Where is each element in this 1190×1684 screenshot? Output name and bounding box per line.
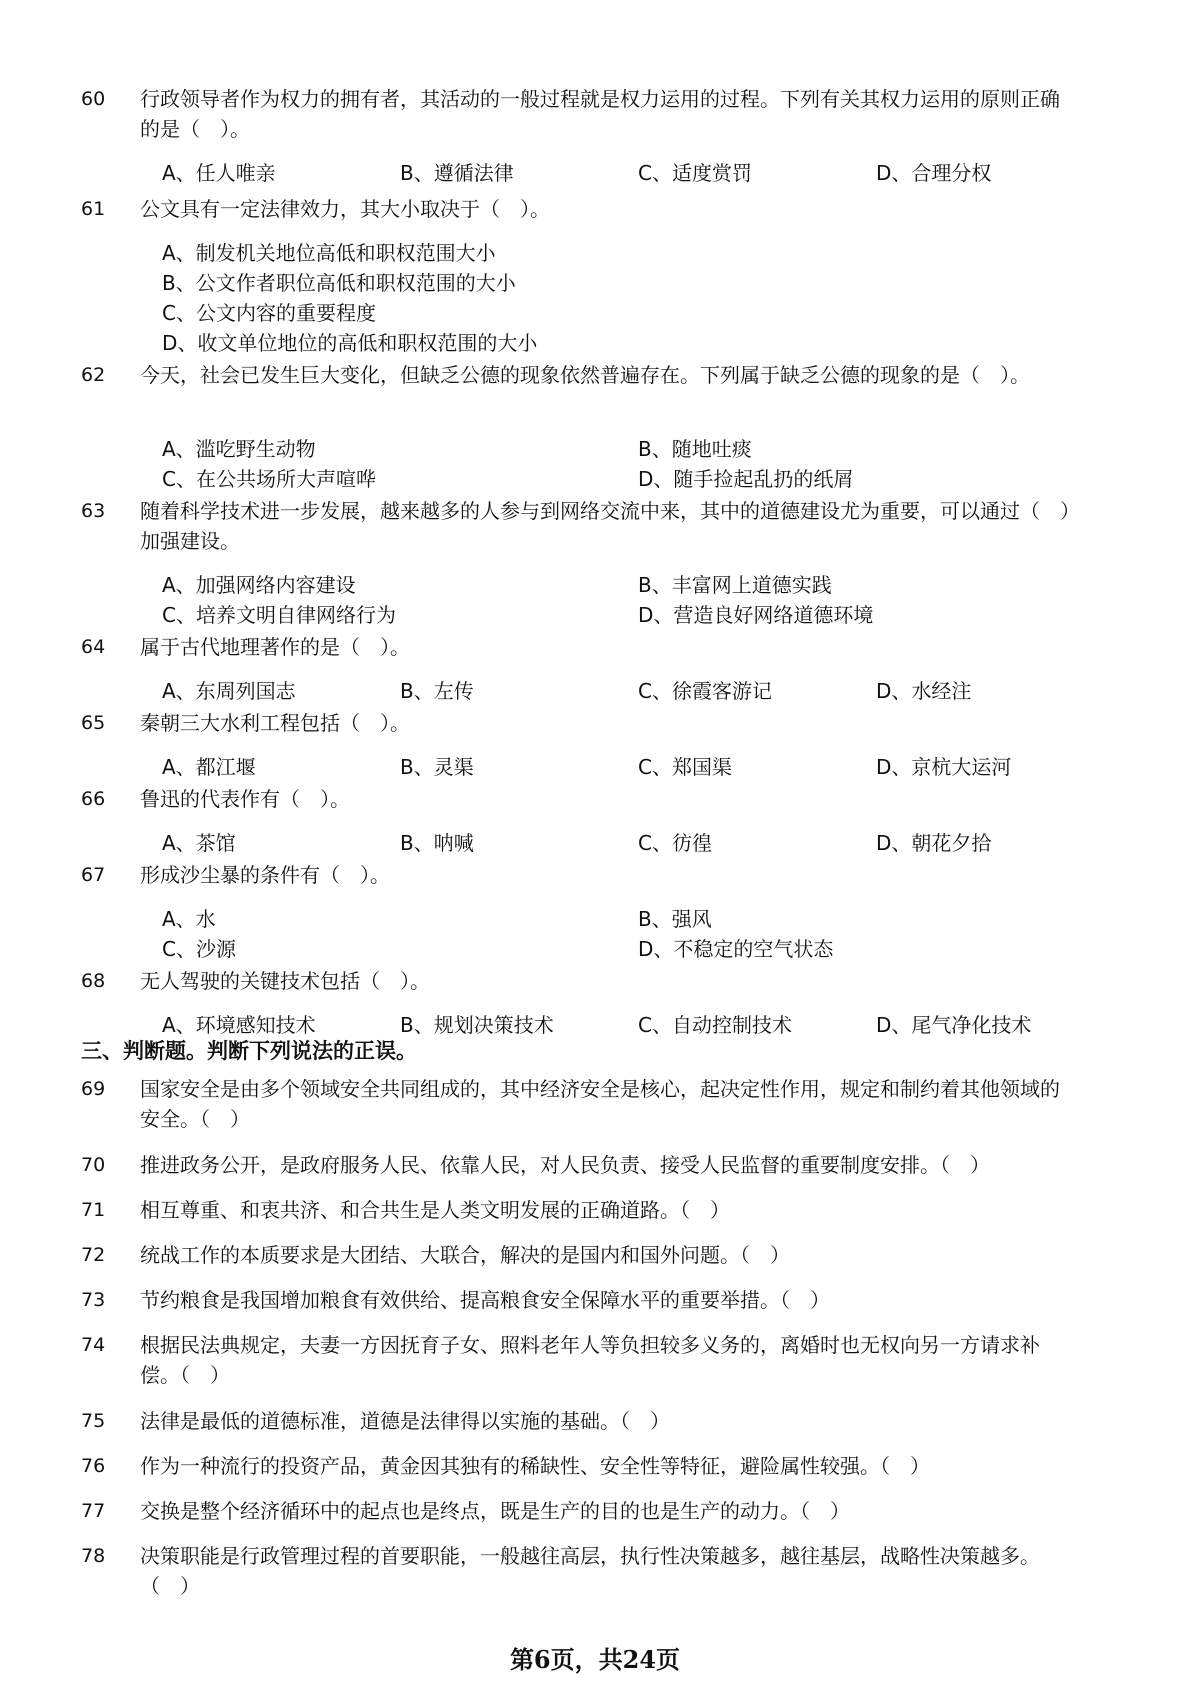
option-c: C、在公共场所大声喧哗 bbox=[162, 467, 376, 491]
question-text: 统战工作的本质要求是大团结、大联合，解决的是国内和国外问题。（ ） bbox=[140, 1243, 790, 1267]
option-c: C、郑国渠 bbox=[638, 755, 732, 779]
question-text: 节约粮食是我国增加粮食有效供给、提高粮食安全保障水平的重要举措。（ ） bbox=[140, 1288, 830, 1312]
question-number: 76 bbox=[81, 1455, 106, 1477]
question-text: 根据民法典规定，夫妻一方因抚育子女、照料老年人等负担较多义务的，离婚时也无权向另一方请求补偿。（ ） bbox=[140, 1333, 1040, 1387]
option-a: A、都江堰 bbox=[162, 755, 256, 779]
option-d: D、合理分权 bbox=[876, 161, 992, 185]
question-number: 68 bbox=[81, 970, 106, 992]
option-d: D、不稳定的空气状态 bbox=[638, 937, 834, 961]
question-number: 78 bbox=[81, 1545, 106, 1567]
question-text: 鲁迅的代表作有（ ）。 bbox=[140, 787, 350, 811]
option-b: B、丰富网上道德实践 bbox=[638, 573, 832, 597]
option-a: A、制发机关地位高低和职权范围大小 bbox=[162, 241, 496, 265]
question-text: 国家安全是由多个领域安全共同组成的，其中经济安全是核心，起决定性作用，规定和制约着其他领域的安全。（ ） bbox=[140, 1077, 1060, 1131]
option-b: B、遵循法律 bbox=[400, 161, 514, 185]
question-text: 作为一种流行的投资产品，黄金因其独有的稀缺性、安全性等特征，避险属性较强。（ ） bbox=[140, 1454, 930, 1478]
question-text: 公文具有一定法律效力，其大小取决于（ ）。 bbox=[140, 197, 550, 221]
option-d: D、水经注 bbox=[876, 679, 972, 703]
option-c: C、徐霞客游记 bbox=[638, 679, 772, 703]
question-text: 相互尊重、和衷共济、和合共生是人类文明发展的正确道路。（ ） bbox=[140, 1198, 730, 1222]
question-number: 69 bbox=[81, 1078, 106, 1100]
option-a: A、东周列国志 bbox=[162, 679, 296, 703]
option-c: C、培养文明自律网络行为 bbox=[162, 603, 396, 627]
option-b: B、左传 bbox=[400, 679, 474, 703]
question-number: 67 bbox=[81, 864, 106, 886]
question-text: 秦朝三大水利工程包括（ ）。 bbox=[140, 711, 410, 735]
option-b: B、灵渠 bbox=[400, 755, 474, 779]
question-text: 随着科学技术进一步发展，越来越多的人参与到网络交流中来，其中的道德建设尤为重要，可以通过（ ）加强建设。 bbox=[140, 499, 1070, 553]
question-text: 推进政务公开，是政府服务人民、依靠人民，对人民负责、接受人民监督的重要制度安排。（ ） bbox=[140, 1153, 990, 1177]
question-number: 77 bbox=[81, 1500, 106, 1522]
section-title: 三、判断题。判断下列说法的正误。 bbox=[81, 1039, 417, 1063]
option-b: B、公文作者职位高低和职权范围的大小 bbox=[162, 271, 516, 295]
option-a: A、环境感知技术 bbox=[162, 1013, 316, 1037]
question-number: 63 bbox=[81, 500, 106, 522]
question-number: 71 bbox=[81, 1199, 106, 1221]
question-text: 决策职能是行政管理过程的首要职能，一般越往高层，执行性决策越多，越往基层，战略性决策越多。（ ） bbox=[140, 1544, 1040, 1598]
question-number: 61 bbox=[81, 198, 106, 220]
question-number: 74 bbox=[81, 1334, 106, 1356]
question-text: 属于古代地理著作的是（ ）。 bbox=[140, 635, 410, 659]
option-c: C、自动控制技术 bbox=[638, 1013, 792, 1037]
option-b: B、呐喊 bbox=[400, 831, 474, 855]
question-text: 今天，社会已发生巨大变化，但缺乏公德的现象依然普遍存在。下列属于缺乏公德的现象的是（ ）。 bbox=[140, 363, 1030, 387]
question-number: 73 bbox=[81, 1289, 106, 1311]
question-text: 行政领导者作为权力的拥有者，其活动的一般过程就是权力运用的过程。下列有关其权力运用的原则正确的是（ ）。 bbox=[140, 87, 1060, 141]
option-a: A、滥吃野生动物 bbox=[162, 437, 316, 461]
question-number: 64 bbox=[81, 636, 106, 658]
option-c: C、公文内容的重要程度 bbox=[162, 301, 376, 325]
question-number: 66 bbox=[81, 788, 106, 810]
option-a: A、任人唯亲 bbox=[162, 161, 276, 185]
question-number: 75 bbox=[81, 1410, 106, 1432]
option-d: D、营造良好网络道德环境 bbox=[638, 603, 874, 627]
question-number: 65 bbox=[81, 712, 106, 734]
question-number: 60 bbox=[81, 88, 106, 110]
option-c: C、彷徨 bbox=[638, 831, 712, 855]
option-b: B、强风 bbox=[638, 907, 712, 931]
question-number: 72 bbox=[81, 1244, 106, 1266]
question-text: 无人驾驶的关键技术包括（ ）。 bbox=[140, 969, 430, 993]
question-number: 70 bbox=[81, 1154, 106, 1176]
page-footer: 第6页，共24页 bbox=[509, 1645, 681, 1674]
option-d: D、朝花夕拾 bbox=[876, 831, 992, 855]
option-d: D、尾气净化技术 bbox=[876, 1013, 1032, 1037]
option-b: B、随地吐痰 bbox=[638, 437, 752, 461]
question-text: 法律是最低的道德标准，道德是法律得以实施的基础。（ ） bbox=[140, 1409, 670, 1433]
option-b: B、规划决策技术 bbox=[400, 1013, 554, 1037]
question-text: 形成沙尘暴的条件有（ ）。 bbox=[140, 863, 390, 887]
option-d: D、收文单位地位的高低和职权范围的大小 bbox=[162, 331, 538, 355]
option-d: D、京杭大运河 bbox=[876, 755, 1012, 779]
question-number: 62 bbox=[81, 364, 106, 386]
option-a: A、水 bbox=[162, 907, 216, 931]
option-a: A、茶馆 bbox=[162, 831, 236, 855]
question-text: 交换是整个经济循环中的起点也是终点，既是生产的目的也是生产的动力。（ ） bbox=[140, 1499, 850, 1523]
option-d: D、随手捡起乱扔的纸屑 bbox=[638, 467, 854, 491]
option-c: C、适度赏罚 bbox=[638, 161, 752, 185]
option-a: A、加强网络内容建设 bbox=[162, 573, 356, 597]
option-c: C、沙源 bbox=[162, 937, 236, 961]
